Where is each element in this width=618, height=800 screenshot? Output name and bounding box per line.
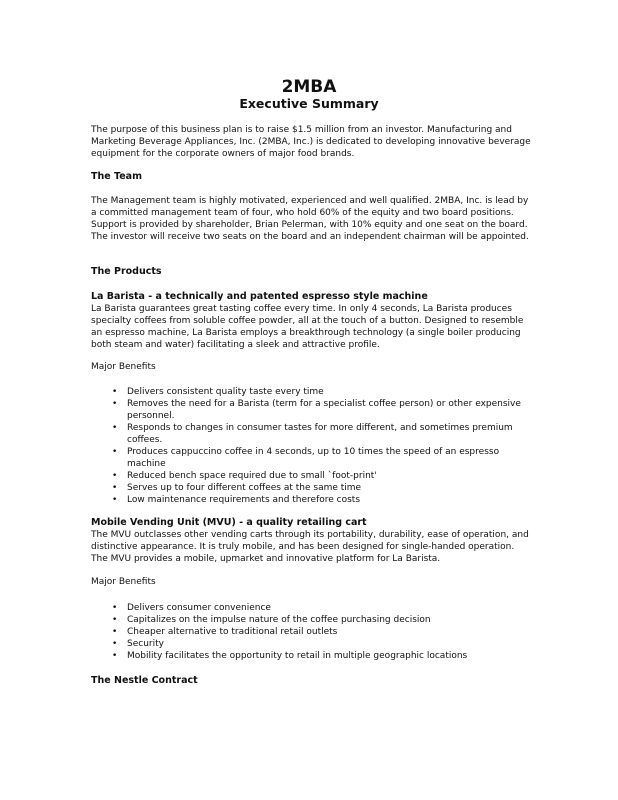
list-item: • Reduced bench space required due to small `foot-print' [112, 471, 377, 481]
bullet-icon: • [112, 387, 118, 397]
bullet-icon: • [112, 615, 118, 625]
list-item: • Low maintenance requirements and therefore costs [112, 495, 361, 505]
la-barista-paragraph: La Barista guarantees great tasting coffee every time. In only 4 seconds, La Barista produces specialty coffees from soluble coffee powder, all at the touch of a button. Designed to resemble an espresso machine, La Barista employs a breakthrough technology (a single boiler producing both steam and water) facilitating a sleek and attractive profile. [91, 304, 524, 350]
bullet-icon: • [112, 639, 118, 649]
bullet-icon: • [112, 603, 118, 613]
bullet-icon: • [112, 471, 118, 481]
team-heading: The Team [91, 171, 142, 182]
la-barista-benefits-label: Major Benefits [91, 362, 156, 372]
bullet-icon: • [112, 399, 118, 409]
bullet-icon: • [112, 423, 118, 433]
products-heading: The Products [91, 266, 162, 277]
list-item: • Security [112, 639, 164, 649]
document-title: 2MBA [281, 77, 337, 97]
la-barista-benefits-list [91, 386, 531, 506]
mvu-benefits-label: Major Benefits [91, 577, 156, 587]
document-subtitle: Executive Summary [239, 96, 379, 111]
bullet-icon: • [112, 627, 118, 637]
list-item: • Serves up to four different coffees at the same time [112, 483, 362, 493]
bullet-icon: • [112, 651, 118, 661]
list-item: • Delivers consistent quality taste every time [112, 387, 324, 397]
mvu-paragraph: The MVU outclasses other vending carts through its portability, durability, ease of operation, and distinctive appearance. It is truly mobile, and has been designed for single-handed operation. The MVU provides a mobile, upmarket and innovative platform for La Barista. [91, 530, 529, 564]
list-item: • Removes the need for a Barista (term for a specialist coffee person) or other expensive personnel. [112, 399, 521, 421]
list-item: • Delivers consumer convenience [112, 603, 271, 613]
bullet-icon: • [112, 447, 118, 457]
mvu-heading: Mobile Vending Unit (MVU) - a quality retailing cart [91, 517, 367, 528]
mvu-benefits-list [91, 602, 531, 662]
bullet-icon: • [112, 483, 118, 493]
la-barista-heading: La Barista - a technically and patented espresso style machine [91, 291, 428, 302]
bullet-icon: • [112, 495, 118, 505]
list-item: • Mobility facilitates the opportunity to retail in multiple geographic locations [112, 651, 468, 661]
list-item: • Produces cappuccino coffee in 4 seconds, up to 10 times the speed of an espresso machine [112, 447, 500, 469]
list-item: • Capitalizes on the impulse nature of the coffee purchasing decision [112, 615, 431, 625]
team-paragraph: The Management team is highly motivated, experienced and well qualified. 2MBA, Inc. is lead by a committed management team of four, who hold 60% of the equity and two board positions. Support is provided by shareholder, Brian Pelerman, with 10% equity and one seat on the board. The investor will receive two seats on the board and an independent chairman will be appointed. [91, 196, 529, 242]
intro-paragraph: The purpose of this business plan is to raise $1.5 million from an investor. Manufacturing and Marketing Beverage Appliances, Inc. (2MBA, Inc.) is dedicated to developing innovative beverage equipment for the corporate owners of major food brands. [91, 125, 531, 159]
list-item: • Cheaper alternative to traditional retail outlets [112, 627, 338, 637]
list-item: • Responds to changes in consumer tastes for more different, and sometimes premium coffees. [112, 423, 513, 445]
nestle-heading: The Nestle Contract [91, 675, 198, 686]
